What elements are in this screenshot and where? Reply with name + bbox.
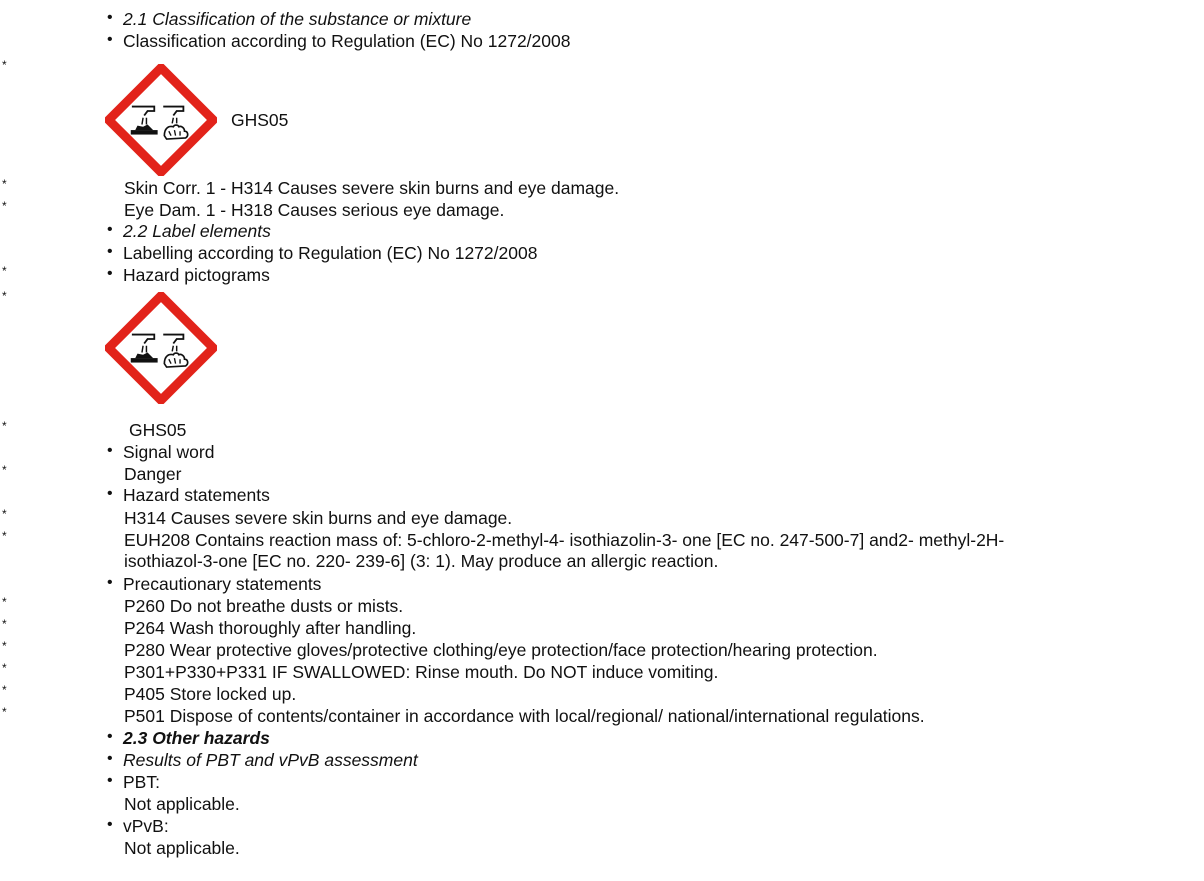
- bullet: •: [107, 243, 113, 260]
- change-marker: *: [2, 177, 7, 191]
- signal-word: Danger: [124, 464, 182, 484]
- change-marker: *: [2, 683, 7, 697]
- change-marker: *: [2, 264, 7, 278]
- corrosion-pictogram-icon: [105, 64, 217, 176]
- precautionary-statement: P280 Wear protective gloves/protective clothing/eye protection/face protection/hearing protection.: [124, 640, 878, 660]
- change-marker: *: [2, 617, 7, 631]
- hazard-statement-euh208-continued: isothiazol-3-one [EC no. 220- 239-6] (3: 1). May produce an allergic reaction.: [124, 551, 719, 571]
- change-marker: *: [2, 661, 7, 675]
- change-marker: *: [2, 595, 7, 609]
- vpvb-value: Not applicable.: [124, 838, 240, 858]
- bullet: •: [107, 442, 113, 459]
- precautionary-statement: P264 Wash thoroughly after handling.: [124, 618, 417, 638]
- classification-regulation: Classification according to Regulation (EC) No 1272/2008: [123, 31, 571, 51]
- precautionary-statement: P501 Dispose of contents/container in accordance with local/regional/ national/international regulations.: [124, 706, 925, 726]
- bullet: •: [107, 485, 113, 502]
- bullet: •: [107, 728, 113, 745]
- pictogram-code: GHS05: [129, 420, 187, 440]
- change-marker: *: [2, 507, 7, 521]
- pbt-label: PBT:: [123, 772, 160, 792]
- bullet: •: [107, 816, 113, 833]
- hazard-pictograms-label: Hazard pictograms: [123, 265, 270, 285]
- pbt-value: Not applicable.: [124, 794, 240, 814]
- bullet: •: [107, 221, 113, 238]
- bullet: •: [107, 772, 113, 789]
- bullet: •: [107, 265, 113, 282]
- precautionary-statement: P301+P330+P331 IF SWALLOWED: Rinse mouth. Do NOT induce vomiting.: [124, 662, 719, 682]
- section-2-3-heading: 2.3 Other hazards: [123, 728, 270, 748]
- precautionary-statement: P260 Do not breathe dusts or mists.: [124, 596, 404, 616]
- change-marker: *: [2, 289, 7, 303]
- pictogram-code: GHS05: [231, 110, 289, 130]
- vpvb-label: vPvB:: [123, 816, 169, 836]
- bullet: •: [107, 31, 113, 48]
- classification-statement: Skin Corr. 1 - H314 Causes severe skin burns and eye damage.: [124, 178, 620, 198]
- change-marker: *: [2, 463, 7, 477]
- change-marker: *: [2, 419, 7, 433]
- precautionary-statements-label: Precautionary statements: [123, 574, 322, 594]
- change-marker: *: [2, 199, 7, 213]
- change-marker: *: [2, 58, 7, 72]
- bullet: •: [107, 9, 113, 26]
- bullet: •: [107, 574, 113, 591]
- signal-word-label: Signal word: [123, 442, 215, 462]
- bullet: •: [107, 750, 113, 767]
- change-marker: *: [2, 705, 7, 719]
- hazard-statements-label: Hazard statements: [123, 485, 270, 505]
- precautionary-statement: P405 Store locked up.: [124, 684, 297, 704]
- corrosion-pictogram-icon: [105, 292, 217, 404]
- section-2-1-heading: 2.1 Classification of the substance or mixture: [123, 9, 472, 29]
- section-2-2-heading: 2.2 Label elements: [123, 221, 271, 241]
- change-marker: *: [2, 639, 7, 653]
- hazard-statement-h314: H314 Causes severe skin burns and eye damage.: [124, 508, 513, 528]
- labelling-regulation: Labelling according to Regulation (EC) No 1272/2008: [123, 243, 538, 263]
- pbt-vpvb-heading: Results of PBT and vPvB assessment: [123, 750, 418, 770]
- change-marker: *: [2, 529, 7, 543]
- hazard-statement-euh208: EUH208 Contains reaction mass of: 5-chloro-2-methyl-4- isothiazolin-3- one [EC no. 247-500-7] and2- methyl-2H-: [124, 530, 1005, 550]
- classification-statement: Eye Dam. 1 - H318 Causes serious eye damage.: [124, 200, 505, 220]
